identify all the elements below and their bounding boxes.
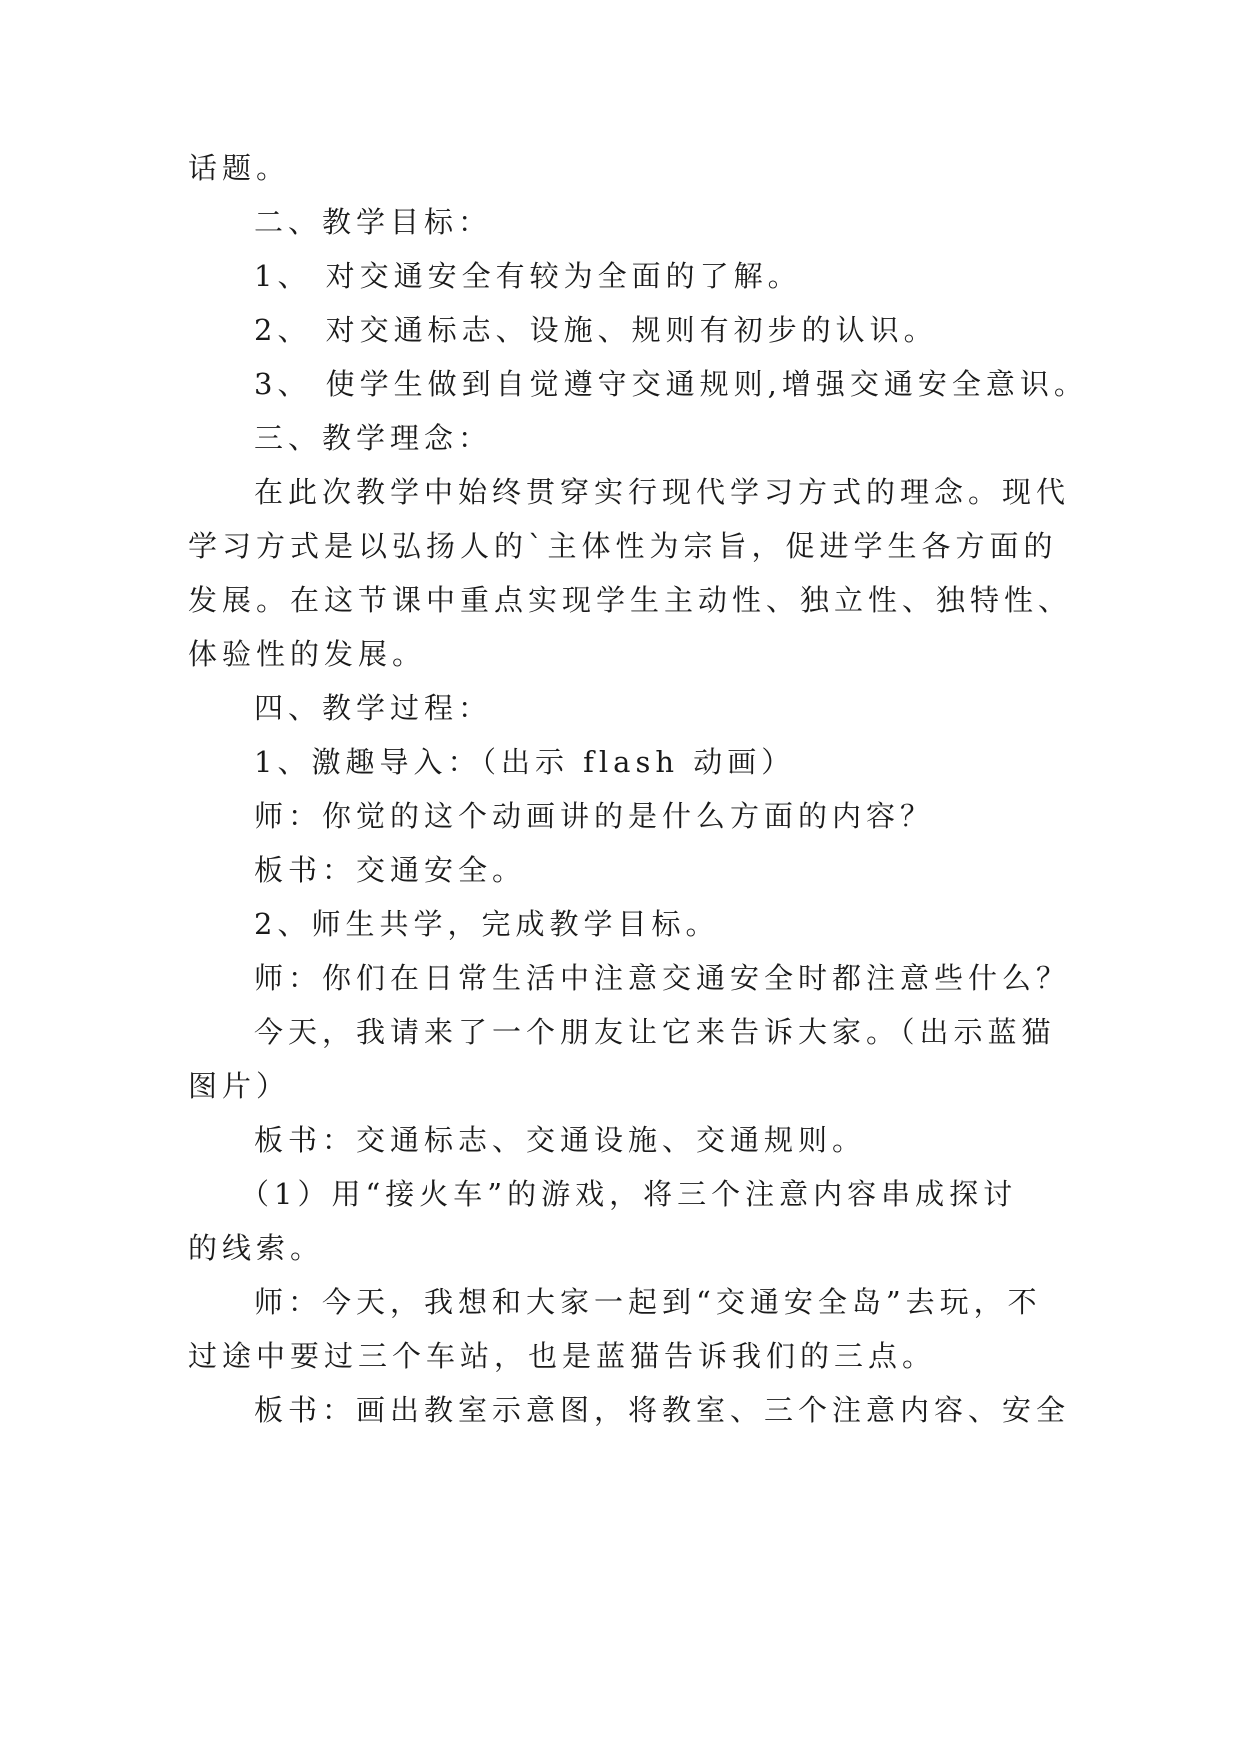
section-heading: 二、教学目标： xyxy=(254,205,493,239)
text-line: 话题。 xyxy=(188,151,291,185)
list-item: 2、 对交通标志、设施、规则有初步的认识。 xyxy=(254,313,938,347)
text-line: 过途中要过三个车站，也是蓝猫告诉我们的三点。 xyxy=(188,1339,937,1373)
section-heading: 四、教学过程： xyxy=(254,691,493,725)
text-line: 的线索。 xyxy=(188,1231,325,1265)
text-line: 师：你们在日常生活中注意交通安全时都注意些什么？ xyxy=(254,961,1071,995)
text-line: 板书：画出教室示意图，将教室、三个注意内容、安全 xyxy=(254,1393,1071,1427)
text-line: 体验性的发展。 xyxy=(188,637,427,671)
text-line: 发展。在这节课中重点实现学生主动性、独立性、独特性、 xyxy=(188,583,1073,617)
list-item: 3、 使学生做到自觉遵守交通规则,增强交通安全意识。 xyxy=(254,367,1088,401)
text-line: （1）用“接火车”的游戏，将三个注意内容串成探讨 xyxy=(240,1177,1018,1211)
text-line: 2、师生共学，完成教学目标。 xyxy=(254,907,720,941)
text-line: 在此次教学中始终贯穿实行现代学习方式的理念。现代 xyxy=(254,475,1071,509)
text-line: 学习方式是以弘扬人的`主体性为宗旨，促进学生各方面的 xyxy=(188,529,1058,563)
text-line: 师：你觉的这个动画讲的是什么方面的内容？ xyxy=(254,799,935,833)
text-line: 今天，我请来了一个朋友让它来告诉大家。（出示蓝猫 xyxy=(254,1015,1056,1049)
text-line: 板书：交通安全。 xyxy=(254,853,527,887)
text-line: 板书：交通标志、交通设施、交通规则。 xyxy=(254,1123,867,1157)
section-heading: 三、教学理念： xyxy=(254,421,493,455)
list-item: 1、 对交通安全有较为全面的了解。 xyxy=(254,259,802,293)
text-line: 1、激趣导入：（出示 flash 动画） xyxy=(254,745,796,779)
text-line: 师：今天，我想和大家一起到“交通安全岛”去玩，不 xyxy=(254,1285,1042,1319)
text-line: 图片） xyxy=(188,1069,291,1103)
